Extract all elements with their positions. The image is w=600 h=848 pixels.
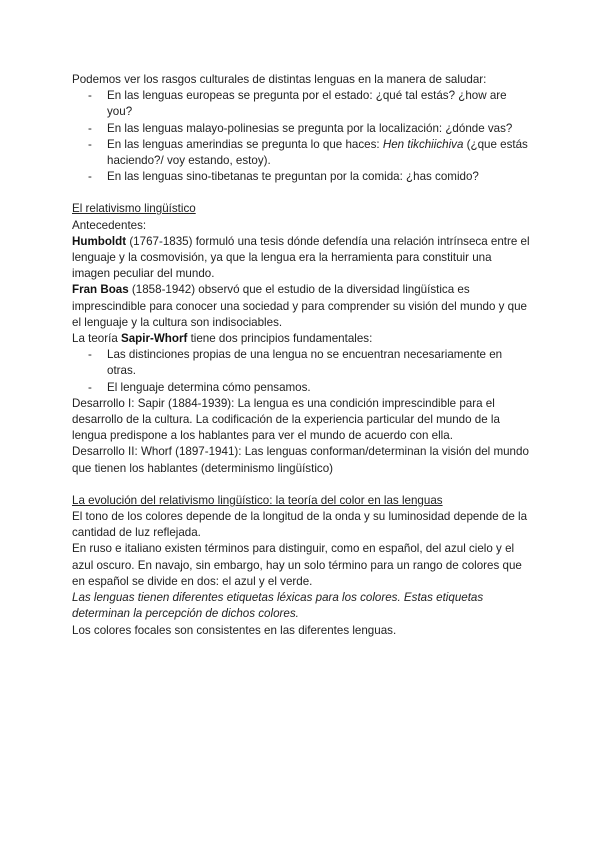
intro-paragraph: Podemos ver los rasgos culturales de distintas lenguas en la manera de saludar: [72, 73, 487, 86]
list-item [72, 347, 532, 379]
greeting-list [72, 88, 532, 185]
list-item [72, 169, 532, 185]
dash-bullet: - [88, 121, 92, 135]
list-item-italic-text: Hen tikchiichiva [382, 137, 464, 151]
desarrollo-1-paragraph: Desarrollo I: Sapir (1884-1939): La lengua es una condición imprescindible para el desarrollo de la cultura. La codificación de la experiencia particular del mundo de la lengua predispone a los hablantes para ver el mundo de acuerdo con ella. [72, 396, 500, 443]
humboldt-text: (1767-1835) formuló una tesis dónde defendía una relación intrínseca entre el lenguaje y la cosmovisión, ya que la lengua era la herramienta para constituir una imagen peculiar del mundo. [72, 234, 530, 281]
theory-paragraph [72, 331, 532, 347]
list-item-text: Las distinciones propias de una lengua no se encuentran necesariamente en otras. [107, 348, 503, 378]
boas-name: Fran Boas [72, 283, 129, 297]
humboldt-name: Humboldt [72, 234, 127, 248]
color-paragraph-4: Los colores focales son consistentes en las diferentes lenguas. [72, 623, 397, 637]
color-paragraph-1: El tono de los colores depende de la longitud de la onda y su luminosidad depende de la cantidad de luz reflejada. [72, 510, 528, 540]
principles-list [72, 347, 532, 396]
humboldt-paragraph [72, 234, 532, 283]
italic-statement: Las lenguas tienen diferentes etiquetas léxicas para los colores. Estas etiquetas determinan la percepción de dichos colores. [72, 591, 484, 621]
dash-bullet: - [88, 137, 92, 151]
color-paragraph-3 [72, 590, 532, 622]
list-item-text: En las lenguas sino-tibetanas te preguntan por la comida: ¿has comido? [107, 170, 479, 184]
dash-bullet: - [88, 380, 92, 394]
list-item-text: (¿que estás haciendo?/ voy estando, estoy). [107, 137, 528, 168]
antecedentes-label: Antecedentes: [72, 218, 147, 232]
list-item [72, 380, 532, 396]
boas-text: (1858-1942) observó que el estudio de la diversidad lingüística es imprescindible para conocer una sociedad y para comprender su visión del mundo y que el lenguaje y la cultura son indisociables. [72, 283, 527, 329]
list-item [72, 121, 532, 137]
color-paragraph-2: En ruso e italiano existen términos para distinguir, como en español, del azul cielo y el azul oscuro. En navajo, sin embargo, hay un solo término para un rango de colores que en español se divide en dos: el azul y el verde. [72, 542, 522, 588]
desarrollo-2-paragraph: Desarrollo II: Whorf (1897-1941): Las lenguas conforman/determinan la visión del mundo que tienen los hablantes (determinismo lingüístico) [72, 445, 529, 475]
section-heading-relativismo: El relativismo lingüístico [72, 202, 196, 216]
list-item-text: En las lenguas amerindias se pregunta lo que haces: [107, 137, 383, 151]
dash-bullet: - [88, 89, 92, 103]
list-item-text: El lenguaje determina cómo pensamos. [107, 380, 311, 394]
list-item-text: En las lenguas europeas se pregunta por el estado: ¿qué tal estás? ¿how are you? [107, 89, 507, 119]
list-item-text: En las lenguas malayo-polinesias se pregunta por la localización: ¿dónde vas? [107, 121, 513, 135]
document-page [72, 72, 532, 639]
dash-bullet: - [88, 170, 92, 184]
dash-bullet: - [88, 348, 92, 362]
list-item [72, 88, 532, 120]
section-heading-color: La evolución del relativismo lingüístico: la teoría del color en las lenguas [72, 493, 443, 507]
theory-post-text: tiene dos principios fundamentales: [187, 332, 373, 346]
boas-paragraph [72, 282, 532, 331]
theory-pre-text: La teoría [72, 332, 121, 346]
theory-name: Sapir-Whorf [121, 332, 188, 346]
list-item [72, 137, 532, 169]
